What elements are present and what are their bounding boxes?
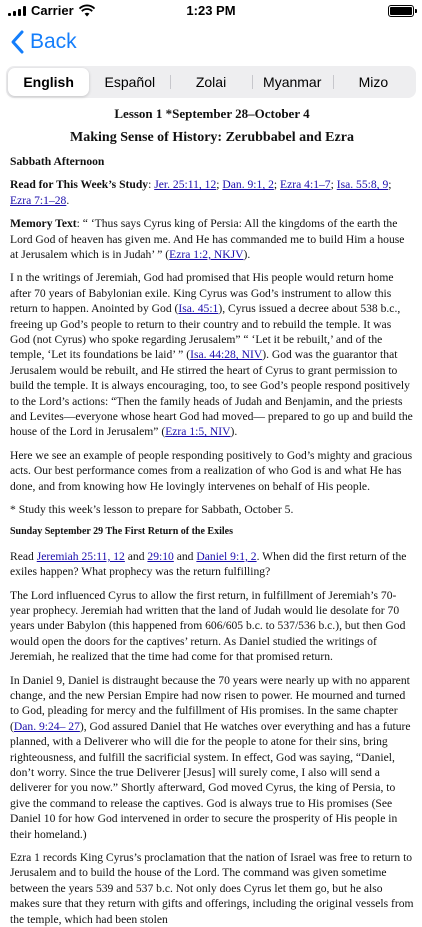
read-for-study: Read for This Week’s Study: Jer. 25:11, 12; Dan. 9:1, 2; Ezra 4:1–7; Isa. 55:8, 9; Ezra 7:1–28. <box>10 178 392 207</box>
tab-zolai[interactable]: Zolai <box>170 68 251 96</box>
scripture-link[interactable]: Dan. 9:24– 27 <box>13 719 80 733</box>
scripture-link[interactable]: Isa. 45:1 <box>178 302 219 316</box>
scripture-link[interactable]: Jeremiah 25:11, 12 <box>36 549 125 563</box>
scripture-link[interactable]: Ezra 7:1–28 <box>10 193 67 207</box>
lesson-title: Making Sense of History: Zerubbabel and Ezra <box>70 130 354 146</box>
paragraph: In Daniel 9, Daniel is distraught because the 70 years were nearly up with no apparent change, and the new Persian Empire had now risen to power. He mourned and turned to God, pleading for mercy and the fulfillment of His promises. In the same chapter (Dan. 9:24– 27), God assured Daniel that He watches over everything and has a future planned, with a Deliverer who will die for the people to atone for their sins, bring righteousness, and fulfill the sacrificial system. In effect, God was saying, “Daniel, don’t worry. Since the true Deliverer [Jesus] will surely come, I also will send a deliverer for you now.” Shortly afterward, God moved Cyrus, the king of Persia, to give the command to release the captives. God is always true to His promises (See Daniel 10 for how God intervened in order to secure the prosperity of His people in their homeland.) <box>10 673 411 841</box>
chevron-left-icon <box>10 30 24 54</box>
memory-label: Memory Text <box>10 217 77 231</box>
scripture-link[interactable]: Dan. 9:1, 2 <box>222 178 274 192</box>
paragraph: Ezra 1 records King Cyrus’s proclamation that the nation of Israel was free to return to Jerusalem and to build the house of the Lord. The command was given sometime between the years 539 and 537 b.c. Not only does Cyrus let them go, but he also makes sure that they return with gifts and offerings, including the original vessels from the temple, which had been stolen <box>10 851 414 926</box>
tab-english[interactable]: English <box>8 68 89 96</box>
paragraph: Read Jeremiah 25:11, 12 and 29:10 and Daniel 9:1, 2. When did the first return of the exiles happen? What prophecy was the return fulfilling? <box>10 549 407 579</box>
tab-mizo[interactable]: Mizo <box>333 68 414 96</box>
scripture-link[interactable]: Jer. 25:11, 12 <box>154 178 217 192</box>
scripture-link[interactable]: Ezra 4:1–7 <box>280 178 331 192</box>
status-bar <box>0 0 422 22</box>
sabbath-afternoon-label: Sabbath Afternoon <box>10 154 105 168</box>
paragraph: I n the writings of Jeremiah, God had promised that His people would return home after 70 years of Babylonian exile. King Cyrus was God’s instrument to allow this return to happen. Anointed by God (Isa. 45:1), Cyrus issued a decree about 538 b.c., freeing up God’s people to return to their country and to rebuild the temple. It was God (not Cyrus) who spoke regarding Jerusalem” “ ‘Let it be rebuilt,’ and of the temple, ‘Let its foundations be laid’ ” (Isa. 44:28, NIV). God was the guarantor that Jerusalem would be rebuilt, and He stirred the heart of Cyrus to grant permission to build the temple. It is always encouraging, too, to see God’s people respond positively to the Lord’s actions: “Then the family heads of Judah and Benjamin, and the priests and Levites—everyone whose heart God had moved— prepared to go up and build the house of the Lord in Jerusalem” (Ezra 1:5, NIV). <box>10 271 413 439</box>
sunday-heading: Sunday September 29 The First Return of the Exiles <box>10 526 233 538</box>
scripture-link[interactable]: 29:10 <box>147 549 174 563</box>
scripture-link[interactable]: Isa. 44:28, NIV <box>190 348 263 362</box>
carrier-label: Carrier <box>31 3 74 18</box>
scripture-link[interactable]: Daniel 9:1, 2 <box>196 549 257 563</box>
read-label: Read for This Week’s Study <box>10 178 149 192</box>
scripture-link[interactable]: Ezra 1:2, NKJV <box>169 247 244 261</box>
tab-myanmar[interactable]: Myanmar <box>252 68 333 96</box>
back-label: Back <box>30 30 77 53</box>
paragraph: Here we see an example of people responding positively to God’s mighty and gracious acts. Our best performance comes from a realization of who God is and what He has done, and from knowing how He lovingly intervenes on behalf of His people. <box>10 448 413 493</box>
language-segmented-control <box>6 66 416 98</box>
scripture-link[interactable]: Ezra 1:5, NIV <box>165 425 231 439</box>
back-button[interactable] <box>10 30 77 54</box>
scripture-link[interactable]: Isa. 55:8, 9 <box>336 178 389 192</box>
memory-text: Memory Text: “ ‘Thus says Cyrus king of Persia: All the kingdoms of the earth the Lord God of heaven has given me. And He has commanded me to build Him a house at Jerusalem which is in Judah’ ” (Ezra 1:2, NKJV). <box>10 217 405 261</box>
tab-espanol[interactable]: Español <box>104 74 156 90</box>
study-note: * Study this week’s lesson to prepare for Sabbath, October 5. <box>10 503 294 517</box>
paragraph: The Lord influenced Cyrus to allow the first return, in fulfillment of Jeremiah’s 70-year prophecy. Jeremiah had written that the land of Judah would lie desolate for 70 years under Babylon (this happened from 606/605 b.c. to 537/536 b.c.), but then God would open the doors for the captives’ return. As Daniel studied the writings of Jeremiah, he realized that the time had come for that promised return. <box>10 588 406 664</box>
battery-icon <box>388 5 414 17</box>
status-time: 1:23 PM <box>186 3 236 18</box>
lesson-content[interactable] <box>10 102 414 926</box>
lesson-heading: Lesson 1 *September 28–October 4 <box>114 106 310 121</box>
navigation-bar <box>0 22 422 66</box>
